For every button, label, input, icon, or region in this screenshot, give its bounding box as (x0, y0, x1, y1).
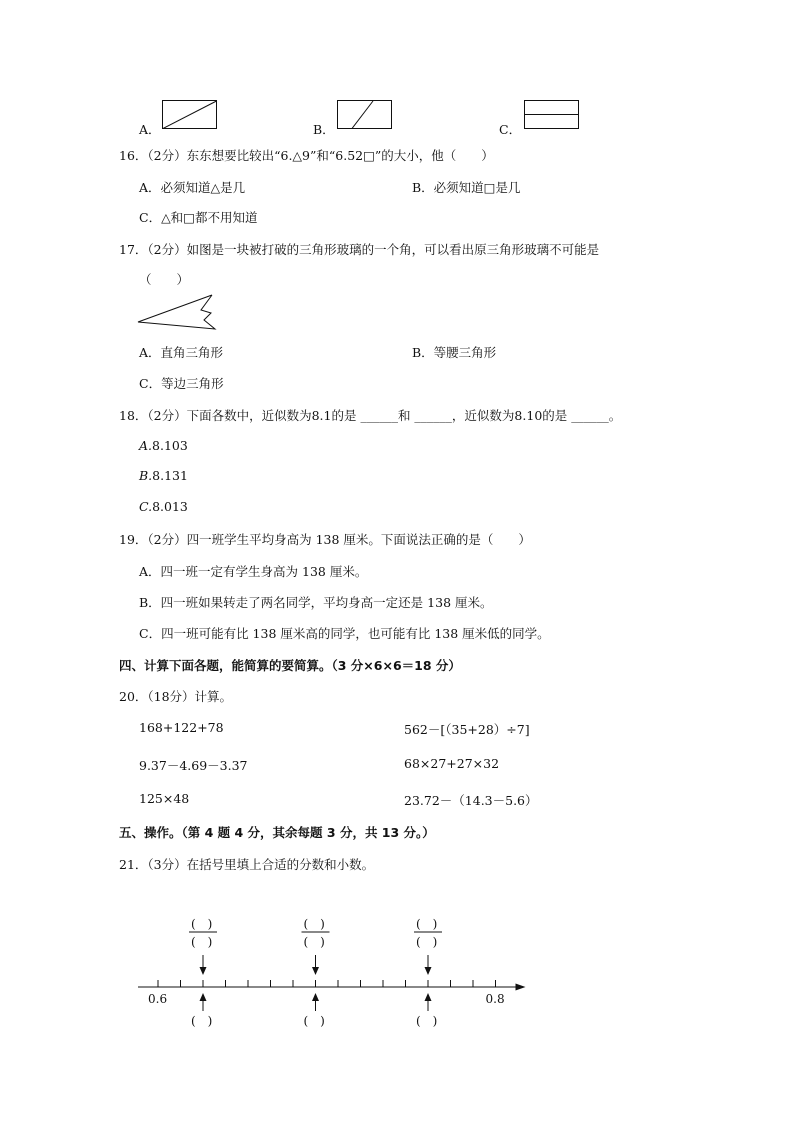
down-arrow-head-icon (200, 967, 207, 975)
q16-stem: 16．（2分）东东想要比较出“6.△9”和“6.52□”的大小，他（ ） (119, 148, 494, 163)
q17-option-a: A．直角三角形 (139, 345, 224, 360)
q20-expr-4: 68×27+27×32 (404, 756, 500, 771)
q21-stem: 21．（3分）在括号里填上合适的分数和小数。 (119, 857, 375, 872)
down-arrow-head-icon (312, 967, 319, 975)
number-line-start-label: 0.6 (148, 992, 168, 1006)
q15-option-a-label: A． (139, 122, 161, 137)
fraction-blank-denominator[interactable]: ( ) (416, 935, 438, 949)
q15-option-c-label: C． (499, 122, 522, 137)
q19-option-c: C．四一班可能有比 138 厘米高的同学，也可能有比 138 厘米低的同学。 (139, 626, 550, 641)
q20-expr-2: 562－[（35+28）÷7] (404, 722, 530, 737)
fraction-blank-denominator[interactable]: ( ) (303, 935, 325, 949)
q16-option-b: B．必须知道□是几 (412, 180, 521, 195)
q18-option-a: A.8.103 (139, 438, 188, 453)
q15-option-b-figure (337, 100, 393, 131)
q20-expr-5: 125×48 (139, 791, 190, 806)
q16-option-a: A．必须知道△是几 (139, 180, 246, 195)
q19-stem: 19．（2分）四一班学生平均身高为 138 厘米。下面说法正确的是（ ） (119, 532, 531, 547)
q20-expr-3: 9.37－4.69－3.37 (139, 758, 248, 773)
q17-stem: 17．（2分）如图是一块被打破的三角形玻璃的一个角，可以看出原三角形玻璃不可能是 (119, 242, 600, 257)
q20-expr-6: 23.72－（14.3－5.6） (404, 793, 538, 808)
q18-option-b: B.8.131 (139, 468, 188, 483)
section-4-title: 四、计算下面各题，能简算的要简算。（3 分×6×6＝18 分） (119, 658, 461, 673)
q20-expr-1: 168+122+78 (139, 720, 224, 735)
q17-option-c: C．等边三角形 (139, 376, 224, 391)
number-line-arrow-head (516, 984, 526, 991)
fraction-blank-numerator[interactable]: ( ) (191, 917, 213, 931)
decimal-blank[interactable]: ( ) (416, 1014, 438, 1028)
q15-option-a-figure (162, 100, 218, 131)
q18-option-c: C.8.013 (139, 499, 188, 514)
fraction-blank-denominator[interactable]: ( ) (191, 935, 213, 949)
decimal-blank[interactable]: ( ) (191, 1014, 213, 1028)
q19-option-b: B．四一班如果转走了两名同学，平均身高一定还是 138 厘米。 (139, 595, 493, 610)
number-line (130, 905, 530, 1035)
q19-option-a: A．四一班一定有学生身高为 138 厘米。 (139, 564, 368, 579)
q16-option-c: C．△和□都不用知道 (139, 210, 258, 225)
decimal-blank[interactable]: ( ) (303, 1014, 325, 1028)
q18-stem: 18．（2分）下面各数中，近似数为8.1的是 ______和 ______，近似数为8.10的是 ______。 (119, 408, 622, 423)
down-arrow-head-icon (425, 967, 432, 975)
fraction-blank-numerator[interactable]: ( ) (303, 917, 325, 931)
q17-stem-cont: （ ） (139, 272, 190, 287)
section-5-title: 五、操作。（第 4 题 4 分，其余每题 3 分，共 13 分。） (119, 825, 435, 840)
q15-option-b-label: B． (313, 122, 335, 137)
number-line-end-label: 0.8 (485, 992, 505, 1006)
broken-glass-figure (136, 292, 220, 334)
q20-stem: 20．（18分）计算。 (119, 689, 233, 704)
q15-option-c-figure (524, 100, 580, 131)
q17-option-b: B．等腰三角形 (412, 345, 497, 360)
fraction-blank-numerator[interactable]: ( ) (416, 917, 438, 931)
